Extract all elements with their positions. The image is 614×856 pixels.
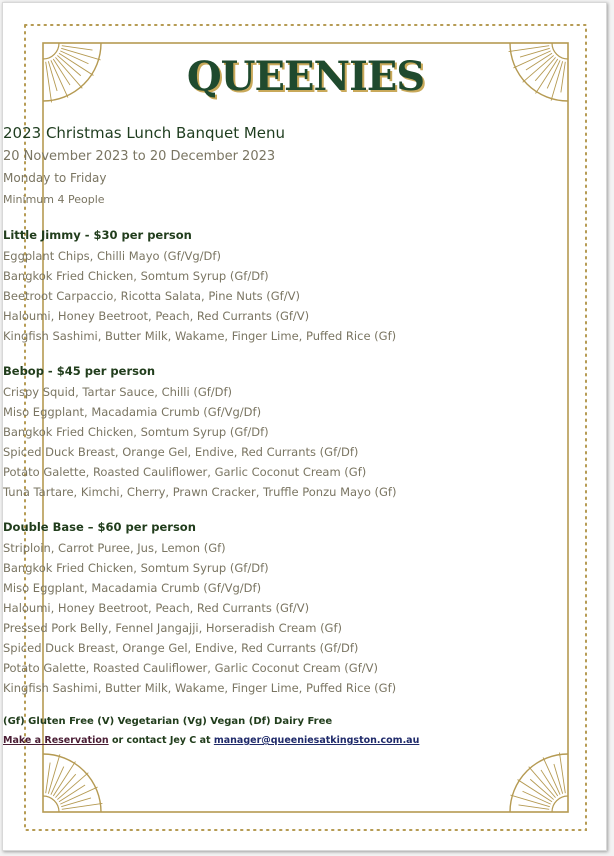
menu-item: Eggplant Chips, Chilli Mayo (Gf/Vg/Df)	[3, 249, 221, 263]
menu-item: Pressed Pork Belly, Fennel Jangajji, Horseradish Cream (Gf)	[3, 621, 343, 635]
menu-item: Potato Galette, Roasted Cauliflower, Garlic Coconut Cream (Gf)	[3, 465, 367, 479]
menu-item: Striploin, Carrot Puree, Jus, Lemon (Gf)	[3, 541, 226, 555]
minimum-note: Minimum 4 People	[3, 193, 105, 206]
menu-item: Haloumi, Honey Beetroot, Peach, Red Currants (Gf/V)	[3, 309, 310, 323]
menu-item: Beetroot Carpaccio, Ricotta Salata, Pine Nuts (Gf/V)	[3, 289, 300, 303]
sunburst-ornament	[510, 753, 568, 812]
menu-item: Spiced Duck Breast, Orange Gel, Endive, Red Currants (Gf/Df)	[3, 445, 359, 459]
menu-item: Kingfish Sashimi, Butter Milk, Wakame, Finger Lime, Puffed Rice (Gf)	[3, 329, 397, 343]
email-link[interactable]: manager@queeniesatkingston.com.au	[213, 735, 420, 746]
menu-item: Bangkok Fried Chicken, Somtum Syrup (Gf/Df)	[3, 561, 269, 575]
menu-item: Spiced Duck Breast, Orange Gel, Endive, Red Currants (Gf/Df)	[3, 641, 359, 655]
menu-item: Miso Eggplant, Macadamia Crumb (Gf/Vg/Df)	[3, 581, 262, 595]
contact-text: or contact Jey C at	[108, 735, 214, 746]
page-title: 2023 Christmas Lunch Banquet Menu	[3, 124, 286, 142]
days-note: Monday to Friday	[3, 171, 107, 185]
menu-heading-bebop: Bebop - $45 per person	[3, 364, 156, 378]
sunburst-ornament	[43, 754, 102, 812]
menu-item: Tuna Tartare, Kimchi, Cherry, Prawn Cracker, Truffle Ponzu Mayo (Gf)	[3, 485, 397, 499]
menu-item: Kingfish Sashimi, Butter Milk, Wakame, Finger Lime, Puffed Rice (Gf)	[3, 681, 397, 695]
contact-line	[3, 735, 608, 746]
menu-heading-double-base: Double Base – $60 per person	[3, 520, 196, 534]
menu-item: Potato Galette, Roasted Cauliflower, Garlic Coconut Cream (Gf/V)	[3, 661, 378, 675]
queenies-logo: QUEENIES	[186, 53, 425, 100]
menu-item: Haloumi, Honey Beetroot, Peach, Red Currants (Gf/V)	[3, 601, 310, 615]
menu-item: Miso Eggplant, Macadamia Crumb (Gf/Vg/Df)	[3, 405, 262, 419]
menu-item: Crispy Squid, Tartar Sauce, Chilli (Gf/Df)	[3, 385, 233, 399]
menu-item: Bangkok Fried Chicken, Somtum Syrup (Gf/Df)	[3, 269, 269, 283]
menu-page	[2, 2, 607, 851]
make-reservation-link[interactable]: Make a Reservation	[3, 735, 109, 746]
menu-item: Bangkok Fried Chicken, Somtum Syrup (Gf/Df)	[3, 425, 269, 439]
dietary-legend: (Gf) Gluten Free (V) Vegetarian (Vg) Vegan (Df) Dairy Free	[3, 716, 333, 727]
date-range: 20 November 2023 to 20 December 2023	[3, 149, 276, 164]
menu-heading-little-jimmy: Little Jimmy - $30 per person	[3, 228, 192, 242]
